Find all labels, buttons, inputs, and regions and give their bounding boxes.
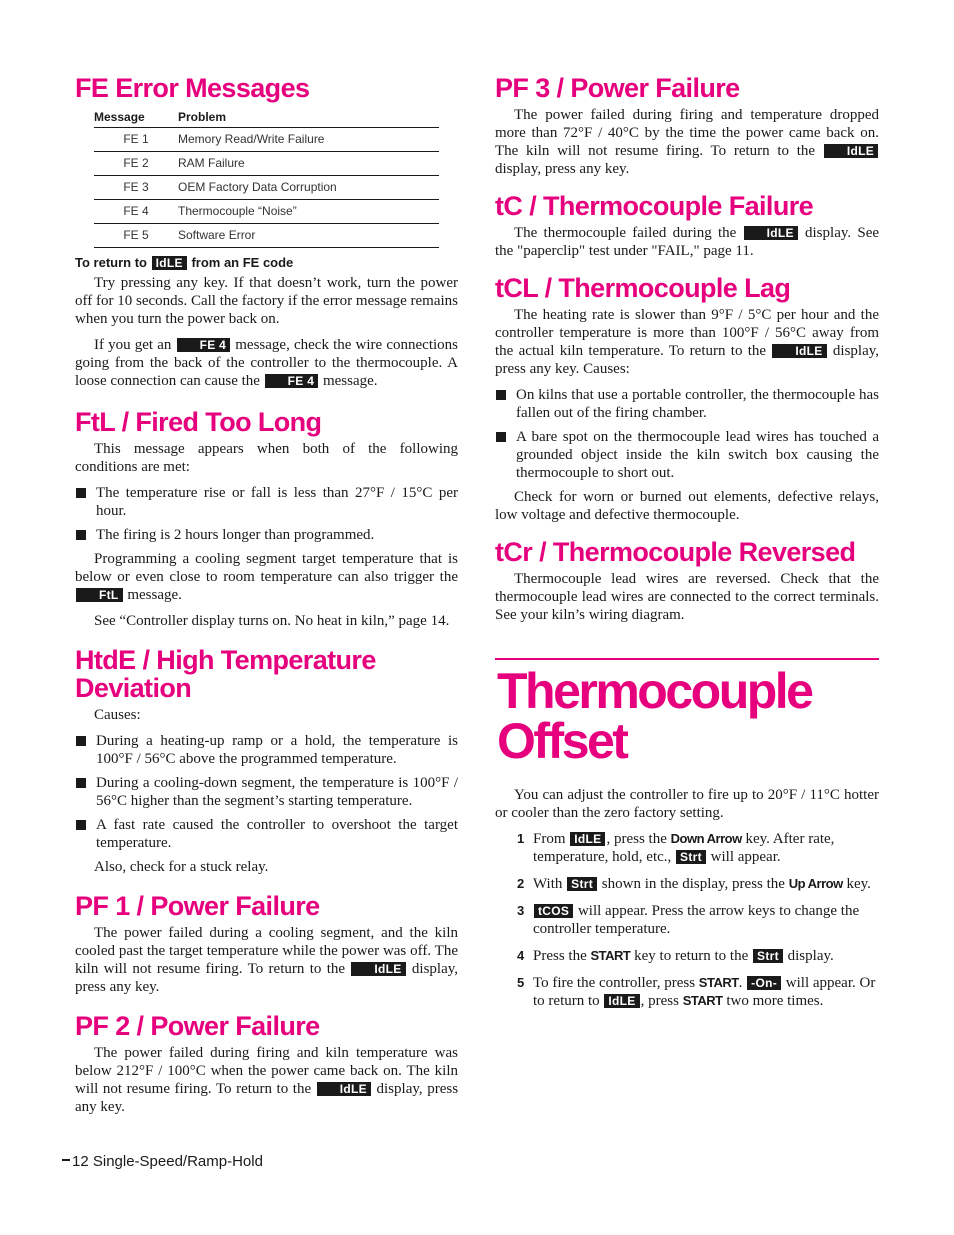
fe-table (94, 106, 439, 248)
list-item (495, 974, 879, 1010)
htde-causes: Causes: (94, 707, 141, 723)
down-arrow-key: Down Arrow (670, 831, 742, 846)
bullet-square-icon (496, 432, 506, 442)
step-number: 4 (517, 948, 525, 963)
fe-code: FE 4 (94, 200, 178, 224)
table-row (94, 152, 439, 176)
pf1-text (75, 924, 458, 996)
section-pf1 (75, 892, 458, 996)
fe-code: FE 1 (94, 128, 178, 152)
pf3-text-b: display, press any key. (495, 161, 630, 177)
ftl-p1-a: Programming a cooling segment target temperature that is below or even close to room temperature can also trigger the (75, 551, 458, 585)
start-key: START (590, 948, 631, 963)
table-row (94, 224, 439, 248)
pf1-text-a: The power failed during a cooling segment, and the kiln cooled past the target temperature while the power was off. The kiln will not resume firing. To return to the (75, 925, 458, 977)
offset-title-line-2: Offset (497, 713, 627, 769)
fe-problem: Thermocouple “Noise” (178, 200, 439, 224)
page-footer (62, 1153, 263, 1171)
fe4-display-tag: FE 4 (177, 338, 231, 352)
step-number: 2 (517, 876, 525, 891)
table-row (94, 128, 439, 152)
list-item (75, 774, 458, 810)
fe-col-problem: Problem (178, 106, 439, 128)
ftl-display-tag: FtL (76, 588, 123, 602)
step5-a: To fire the controller, press (533, 975, 696, 991)
section-tcl (495, 274, 879, 524)
fe-col-message: Message (94, 106, 178, 128)
bullet-square-icon (76, 736, 86, 746)
list-item (495, 386, 879, 422)
section-tcr (495, 538, 879, 624)
pf1-text-b: display, press any key. (75, 961, 459, 995)
ftl-intro: This message appears when both of the following conditions are met: (75, 441, 458, 475)
ftl-bullet-1: The temperature rise or fall is less than 27°F / 15°C per hour. (96, 485, 458, 519)
pf2-text (75, 1044, 458, 1116)
on-display-tag: -On- (747, 976, 781, 990)
offset-intro: You can adjust the controller to fire up to 20°F / 11°C hotter or cooler than the zero factory setting. (495, 787, 879, 821)
pf3-title: PF 3 / Power Failure (495, 73, 740, 103)
idle-display-tag: IdLE (570, 832, 605, 846)
fe-table-header (94, 106, 439, 128)
list-item (495, 902, 879, 938)
step4-b: key to return to the (634, 948, 749, 964)
fe-p2-b: message, check the wire connections going from the back of the controller to the thermocouple. A loose connection can cause the (75, 337, 459, 389)
table-row (94, 200, 439, 224)
step5-d: two more times. (726, 993, 824, 1009)
list-item (75, 816, 458, 852)
strt-display-tag: Strt (753, 949, 783, 963)
offset-title-line-1: Thermocouple (497, 663, 812, 719)
fe-code: FE 5 (94, 224, 178, 248)
htde-also: Also, check for a stuck relay. (94, 859, 269, 875)
fe-p2-c: message. (322, 373, 378, 389)
fe-title: FE Error Messages (75, 73, 310, 103)
right-column (495, 74, 879, 1019)
step-number: 1 (517, 831, 525, 846)
step1-d: will appear. (710, 849, 781, 865)
strt-display-tag: Strt (567, 877, 597, 891)
step1-b: , press the (606, 831, 667, 847)
left-column (75, 74, 458, 1124)
tcl-check: Check for worn or burned out elements, defective relays, low voltage and defective thermocouple. (495, 489, 879, 523)
list-item (75, 732, 458, 768)
idle-display-tag: IdLE (604, 994, 639, 1008)
fe-return-pre: To return to (75, 255, 147, 270)
section-divider (495, 658, 879, 660)
step5-b: will appear. Or to return to (533, 975, 876, 1009)
idle-display-tag: IdLE (351, 962, 405, 976)
tcl-bullet-2: A bare spot on the thermocouple lead wires has touched a grounded object inside the kiln switch box causing the thermocouple to short out. (516, 429, 879, 481)
fe4-display-tag: FE 4 (265, 374, 319, 388)
list-item (495, 428, 879, 482)
tcr-text: Thermocouple lead wires are reversed. Check that the thermocouple lead wires are connected to the correct terminals. See your kiln’s wiring diagram. (495, 571, 879, 623)
fe-code: FE 3 (94, 176, 178, 200)
tc-text (495, 224, 879, 260)
step-number: 3 (517, 903, 525, 918)
tcos-display-tag: tCOS (534, 904, 573, 918)
bullet-square-icon (76, 778, 86, 788)
list-item (495, 875, 879, 893)
step5-dot: . (738, 975, 743, 991)
bullet-square-icon (76, 488, 86, 498)
pf3-text (495, 106, 879, 178)
start-key: START (682, 993, 723, 1008)
tcr-title: tCr / Thermocouple Reversed (495, 537, 856, 567)
section-tc (495, 192, 879, 260)
fe-p2-a: If you get an (94, 337, 172, 353)
htde-bullet-1: During a heating-up ramp or a hold, the temperature is 100°F / 56°C above the programmed temperature. (96, 733, 458, 767)
list-item (495, 830, 879, 866)
step2-c: key. (846, 876, 871, 892)
section-ftl (75, 408, 458, 630)
fe-problem: OEM Factory Data Corruption (178, 176, 439, 200)
ftl-paragraph-2: See “Controller display turns on. No heat in kiln,” page 14. (94, 613, 450, 629)
tcl-bullet-1: On kilns that use a portable controller, the thermocouple has fallen out of the firing chamber. (516, 387, 879, 421)
idle-display-tag: IdLE (824, 144, 878, 158)
section-pf2 (75, 1012, 458, 1116)
fe-problem: RAM Failure (178, 152, 439, 176)
step4-c: display. (787, 948, 834, 964)
pf2-title: PF 2 / Power Failure (75, 1011, 320, 1041)
step5-c: , press (640, 993, 679, 1009)
idle-display-tag: IdLE (772, 344, 826, 358)
tcl-text-b: display, press any key. Causes: (495, 343, 880, 377)
pf1-title: PF 1 / Power Failure (75, 891, 320, 921)
fe-paragraph-2 (75, 336, 458, 390)
step1-a: From (533, 831, 566, 847)
ftl-title: FtL / Fired Too Long (75, 407, 322, 437)
fe-paragraph-1: Try pressing any key. If that doesn’t work, turn the power off for 10 seconds. Call the factory if the error message remains when you turn the power back on. (75, 275, 458, 327)
tcl-title: tCL / Thermocouple Lag (495, 273, 791, 303)
ftl-paragraph-1 (75, 550, 458, 604)
up-arrow-key: Up Arrow (788, 876, 843, 891)
bullet-square-icon (76, 820, 86, 830)
bullet-square-icon (496, 390, 506, 400)
step-number: 5 (517, 975, 525, 990)
htde-bullet-2: During a cooling-down segment, the temperature is 100°F / 56°C higher than the segment’s starting temperature. (96, 775, 458, 809)
fe-return-post: from an FE code (191, 255, 294, 270)
section-htde (75, 646, 458, 876)
list-item (495, 947, 879, 965)
tcl-text (495, 306, 879, 378)
idle-display-tag: IdLE (744, 226, 798, 240)
step2-a: With (533, 876, 563, 892)
strt-display-tag: Strt (676, 850, 706, 864)
fe-code: FE 2 (94, 152, 178, 176)
fe-return-subhead (75, 254, 458, 272)
section-pf3 (495, 74, 879, 178)
pf2-text-a: The power failed during firing and kiln temperature was below 212°F / 100°C when the power came back on. The kiln will not resume firing. To return to the (75, 1045, 458, 1097)
step1-c: key. After rate, temperature, hold, etc., (533, 831, 835, 865)
htde-title: HtdE / High Temperature Deviation (75, 645, 376, 703)
pf2-text-b: display, press any key. (75, 1081, 459, 1115)
step4-a: Press the (533, 948, 587, 964)
step3-b: will appear. Press the arrow keys to change the controller temperature. (533, 903, 860, 937)
step2-b: shown in the display, press the (601, 876, 785, 892)
ftl-bullet-2: The firing is 2 hours longer than programmed. (96, 527, 375, 543)
tc-title: tC / Thermocouple Failure (495, 191, 814, 221)
section-thermocouple-offset (495, 658, 879, 1010)
idle-display-tag: IdLE (317, 1082, 371, 1096)
bullet-square-icon (76, 530, 86, 540)
fe-problem: Software Error (178, 224, 439, 248)
pf3-text-a: The power failed during firing and temperature dropped more than 72°F / 40°C by the time the power came back on. The kiln will not resume firing. To return to the (495, 107, 879, 159)
footer-text: 12 Single-Speed/Ramp-Hold (72, 1153, 263, 1170)
idle-display-tag: IdLE (152, 256, 187, 270)
tc-text-a: The thermocouple failed during the (514, 225, 737, 241)
tcl-text-a: The heating rate is slower than 9°F / 5°C per hour and the controller temperature is more than 100°F / 56°C away from the actual kiln temperature. To return to the (495, 307, 879, 359)
tc-text-b: display. See the "paperclip" test under "FAIL," page 11. (495, 225, 880, 259)
table-row (94, 176, 439, 200)
list-item (75, 526, 458, 544)
fe-problem: Memory Read/Write Failure (178, 128, 439, 152)
htde-bullet-3: A fast rate caused the controller to overshoot the target temperature. (96, 817, 458, 851)
list-item (75, 484, 458, 520)
section-fe-error-messages (75, 74, 458, 390)
ftl-p1-b: message. (127, 587, 182, 603)
start-key: START (698, 975, 739, 990)
offset-title (497, 663, 879, 769)
footer-dash (62, 1159, 70, 1161)
